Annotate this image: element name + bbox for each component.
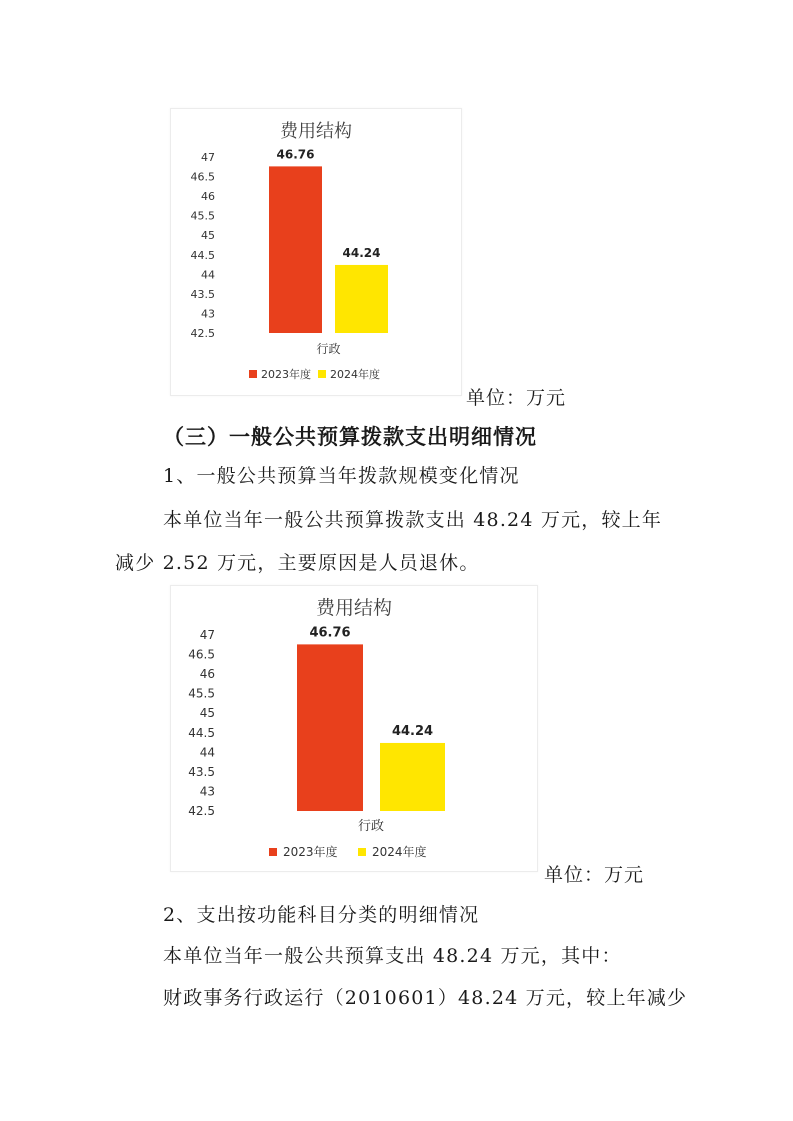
y-tick-label: 47 (199, 628, 215, 642)
paragraph-line: 本单位当年一般公共预算拨款支出 48.24 万元，较上年 (163, 509, 663, 531)
y-tick-label: 45 (199, 706, 215, 721)
chart-title: 费用结构 (315, 597, 393, 619)
expense-structure-chart-1 (170, 108, 462, 396)
y-tick-label: 46 (199, 667, 215, 682)
unit-label: 单位：万元 (466, 387, 567, 409)
y-tick-label: 46 (201, 190, 215, 204)
data-label: 46.76 (309, 625, 351, 641)
y-tick-label: 42.5 (188, 804, 215, 818)
subheading-budget-change: 1、一般公共预算当年拨款规模变化情况 (163, 465, 520, 487)
y-tick-label: 43.5 (190, 287, 215, 301)
section-heading: （三）一般公共预算拨款支出明细情况 (163, 424, 537, 449)
legend-swatch (358, 848, 366, 856)
bar-chart-svg (171, 109, 461, 395)
data-label: 44.24 (342, 245, 381, 260)
y-tick-label: 44 (199, 745, 215, 760)
y-tick-label: 45.5 (190, 209, 215, 223)
y-tick-label: 45.5 (188, 686, 215, 701)
y-tick-label: 44.5 (188, 725, 215, 740)
y-tick-label: 42.5 (190, 327, 215, 340)
x-category-label: 行政 (316, 342, 341, 356)
y-tick-label: 43 (201, 307, 215, 321)
y-tick-label: 43 (199, 784, 215, 799)
y-tick-label: 44 (201, 268, 215, 282)
paragraph-line: 本单位当年一般公共预算支出 48.24 万元，其中： (163, 945, 622, 967)
bar-chart-svg (171, 586, 537, 871)
legend-label: 2023年度 (283, 845, 338, 859)
legend-label: 2024年度 (330, 368, 380, 381)
x-category-label: 行政 (357, 819, 385, 834)
legend-swatch (249, 370, 257, 378)
bar-2023年度 (269, 166, 322, 333)
unit-label: 单位：万元 (544, 864, 645, 886)
bar-2023年度 (297, 644, 363, 811)
expense-structure-chart-2 (170, 585, 538, 872)
y-tick-label: 46.5 (188, 647, 215, 662)
bar-2024年度 (380, 743, 445, 811)
legend-label: 2024年度 (372, 845, 427, 859)
legend-label: 2023年度 (261, 368, 311, 381)
legend-swatch (269, 848, 277, 856)
chart-title: 费用结构 (280, 121, 352, 142)
subheading-function-detail: 2、支出按功能科目分类的明细情况 (163, 904, 480, 926)
data-label: 46.76 (276, 147, 315, 162)
y-tick-label: 45 (201, 229, 215, 243)
y-tick-label: 46.5 (190, 170, 215, 184)
paragraph-line: 减少 2.52 万元，主要原因是人员退休。 (115, 552, 480, 574)
y-tick-label: 47 (201, 151, 215, 164)
legend-swatch (318, 370, 326, 378)
paragraph-line: 财政事务行政运行（2010601）48.24 万元，较上年减少 (163, 987, 688, 1009)
y-tick-label: 44.5 (190, 248, 215, 262)
bar-2024年度 (335, 265, 388, 333)
y-tick-label: 43.5 (188, 764, 215, 779)
data-label: 44.24 (391, 723, 434, 739)
